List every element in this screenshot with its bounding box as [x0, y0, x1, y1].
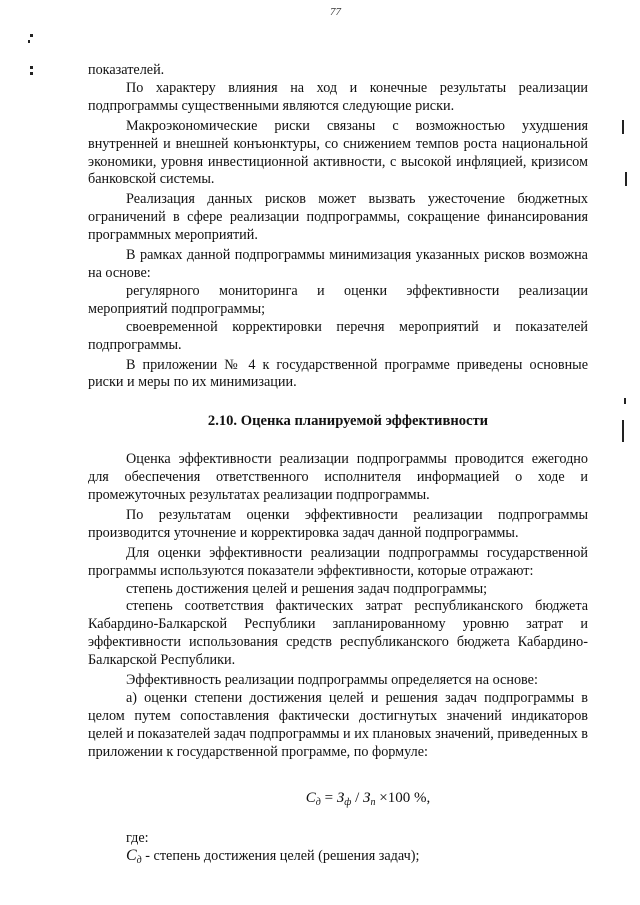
formula-symbol-z2: З: [363, 789, 371, 806]
margin-mark-5: [622, 120, 624, 134]
formula-symbol-z1: З: [336, 789, 345, 806]
paragraph: В приложении № 4 к государственной программе приведены основные риски и меры по их минимизации.: [88, 356, 588, 391]
formula-sub-z2: п: [370, 796, 376, 808]
paragraph: В рамках данной подпрограммы минимизация указанных рисков возможна на основе:: [88, 247, 588, 281]
paragraph: По характеру влияния на ход и конечные результаты реализации подпрограммы существенными являются следующие риски.: [88, 79, 588, 114]
margin-mark-2: [28, 40, 30, 43]
page-number: 77: [330, 6, 341, 18]
section-heading: 2.10. Оценка планируемой эффективности: [207, 413, 489, 430]
paragraph: Реализация данных рисков может вызвать ужесточение бюджетных ограничений в сфере реализации подпрограммы, сокращение финансирования программных мероприятий.: [88, 191, 588, 244]
document-body: [88, 62, 588, 870]
definition: [88, 847, 588, 870]
list-item: степень соответствия фактических затрат республиканского бюджета Кабардино-Балкарской Республики запланированному уровню затрат и эффективности использования средств республиканского бюджета Кабардино-Балкарской Республики.: [88, 598, 588, 669]
formula-symbol-c: С: [305, 789, 316, 806]
paragraph: По результатам оценки эффективности реализации подпрограммы производится уточнение и корректировка задач данной подпрограммы.: [88, 506, 588, 541]
where-label: где:: [126, 829, 149, 846]
paragraph: Эффективность реализации подпрограммы определяется на основе:: [126, 672, 538, 689]
formula-sub-c: д: [315, 796, 321, 808]
definition-symbol: С: [126, 847, 137, 865]
list-item: регулярного мониторинга и оценки эффективности реализации мероприятий подпрограммы;: [88, 282, 588, 317]
definition-text: - степень достижения целей (решения задач);: [141, 848, 420, 865]
paragraph: Оценка эффективности реализации подпрограммы проводится ежегодно для обеспечения ответственного исполнителя информацией о ходе и промежуточных результатах реализации подпрограммы.: [88, 451, 588, 504]
list-item: степень достижения целей и решения задач подпрограммы;: [126, 580, 488, 597]
formula-eq: =: [320, 789, 337, 806]
definition-symbol-sub: д: [136, 855, 142, 867]
formula: [88, 790, 588, 812]
margin-mark-7: [624, 398, 626, 404]
margin-mark-6: [625, 172, 627, 186]
paragraph: показателей.: [88, 62, 165, 78]
formula-rest: ×100 %: [375, 789, 427, 806]
margin-mark-8: [622, 420, 624, 442]
paragraph: Макроэкономические риски связаны с возможностью ухудшения внутренней и внешней конъюнктуры, со снижением темпов роста национальной экономики, уровня инвестиционной активности, с высокой инфляцией, кризисом банковской системы.: [88, 117, 588, 188]
list-item: своевременной корректировки перечня мероприятий и показателей подпрограммы.: [88, 318, 588, 353]
formula-sub-z1: ф: [344, 796, 352, 808]
formula-trail: ,: [426, 789, 431, 806]
margin-mark-4: [30, 72, 33, 75]
paragraph: Для оценки эффективности реализации подпрограммы государственной программы используются показатели эффективности, которые отражают:: [88, 544, 588, 579]
margin-mark-3: [30, 66, 33, 69]
margin-mark-1: [30, 34, 33, 37]
paragraph: а) оценки степени достижения целей и решения задач подпрограммы в целом путем сопоставления фактически достигнутых значений индикаторов целей и показателей задач подпрограммы и их плановых значений, приведенных в приложении к государственной программе, по формуле:: [88, 690, 588, 760]
formula-slash: /: [351, 789, 364, 806]
